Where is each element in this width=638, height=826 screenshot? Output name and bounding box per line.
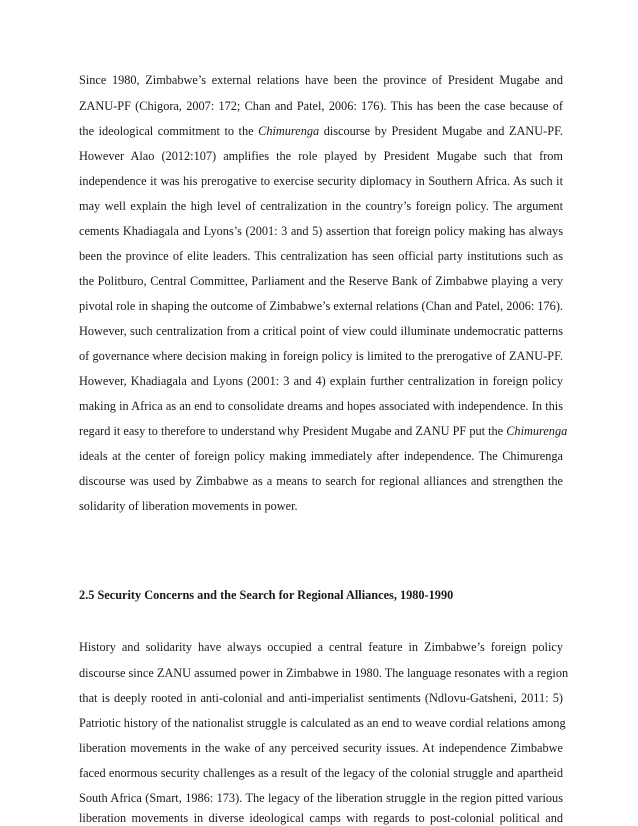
text-run: discourse by President Mugabe and ZANU-PF. (319, 124, 563, 138)
paragraph-1-line: may well explain the high level of centralization in the country’s foreign policy. The argument (79, 199, 563, 213)
paragraph-1-line: ideals at the center of foreign policy making immediately after independence. The Chimurenga (79, 449, 563, 463)
paragraph-1-line: cements Khadiagala and Lyons’s (2001: 3 and 5) assertion that foreign policy making has always (79, 224, 563, 238)
paragraph-2-line: History and solidarity have always occupied a central feature in Zimbabwe’s foreign policy (79, 640, 563, 654)
paragraph-1-line: solidarity of liberation movements in power. (79, 499, 298, 513)
paragraph-2-line: liberation movements in the wake of any perceived security issues. At independence Zimbabwe (79, 741, 563, 755)
paragraph-1-line: However, Khadiagala and Lyons (2001: 3 and 4) explain further centralization in foreign policy (79, 374, 563, 388)
section-heading: 2.5 Security Concerns and the Search for Regional Alliances, 1980-1990 (79, 588, 454, 602)
paragraph-1-line: independence it was his prerogative to exercise security diplomacy in Southern Africa. As such it (79, 174, 563, 188)
paragraph-1-line: ZANU-PF (Chigora, 2007: 172; Chan and Patel, 2006: 176). This has been the case because of (79, 99, 563, 113)
paragraph-1-line: of governance where decision making in foreign policy is limited to the prerogative of ZANU-PF. (79, 349, 563, 363)
paragraph-1-line: However, such centralization from a critical point of view could illuminate undemocratic patterns (79, 324, 563, 338)
paragraph-1-line: However Alao (2012:107) amplifies the role played by President Mugabe such that from (79, 149, 563, 163)
paragraph-1-line: the Politburo, Central Committee, Parliament and the Reserve Bank of Zimbabwe playing a very (79, 274, 563, 288)
paragraph-2-line: liberation movements in diverse ideological camps with regards to post-colonial political and (79, 811, 563, 825)
paragraph-2-line: that is deeply rooted in anti-colonial and anti-imperialist sentiments (Ndlovu-Gatsheni, 2011: 5) (79, 691, 563, 705)
text-run: regard it easy to therefore to understand why President Mugabe and ZANU PF put the (79, 424, 507, 438)
paragraph-1-line: making in Africa as an end to consolidate dreams and hopes associated with independence. In this (79, 399, 563, 413)
text-run: the ideological commitment to the (79, 124, 259, 138)
paragraph-1-line (79, 124, 563, 138)
paragraph-2-line: faced enormous security challenges as a result of the legacy of the colonial struggle and apartheid (79, 766, 563, 780)
paragraph-1-line (79, 424, 568, 438)
paragraph-1-line: been the province of elite leaders. This centralization has seen official party institutions such as (79, 249, 563, 263)
italic-term: Chimurenga (258, 124, 320, 138)
paragraph-1-line: pivotal role in shaping the outcome of Zimbabwe’s external relations (Chan and Patel, 2006: 176). (79, 299, 563, 313)
paragraph-1-line: discourse was used by Zimbabwe as a means to search for regional alliances and strengthen the (79, 474, 563, 488)
paragraph-2-line: discourse since ZANU assumed power in Zimbabwe in 1980. The language resonates with a region (79, 666, 569, 680)
italic-term: Chimurenga (506, 424, 568, 438)
paragraph-2-line: Patriotic history of the nationalist struggle is calculated as an end to weave cordial relations among (79, 716, 566, 730)
paragraph-1-line: Since 1980, Zimbabwe’s external relations have been the province of President Mugabe and (79, 73, 563, 87)
paragraph-2-line: South Africa (Smart, 1986: 173). The legacy of the liberation struggle in the region pitted various (79, 791, 563, 805)
